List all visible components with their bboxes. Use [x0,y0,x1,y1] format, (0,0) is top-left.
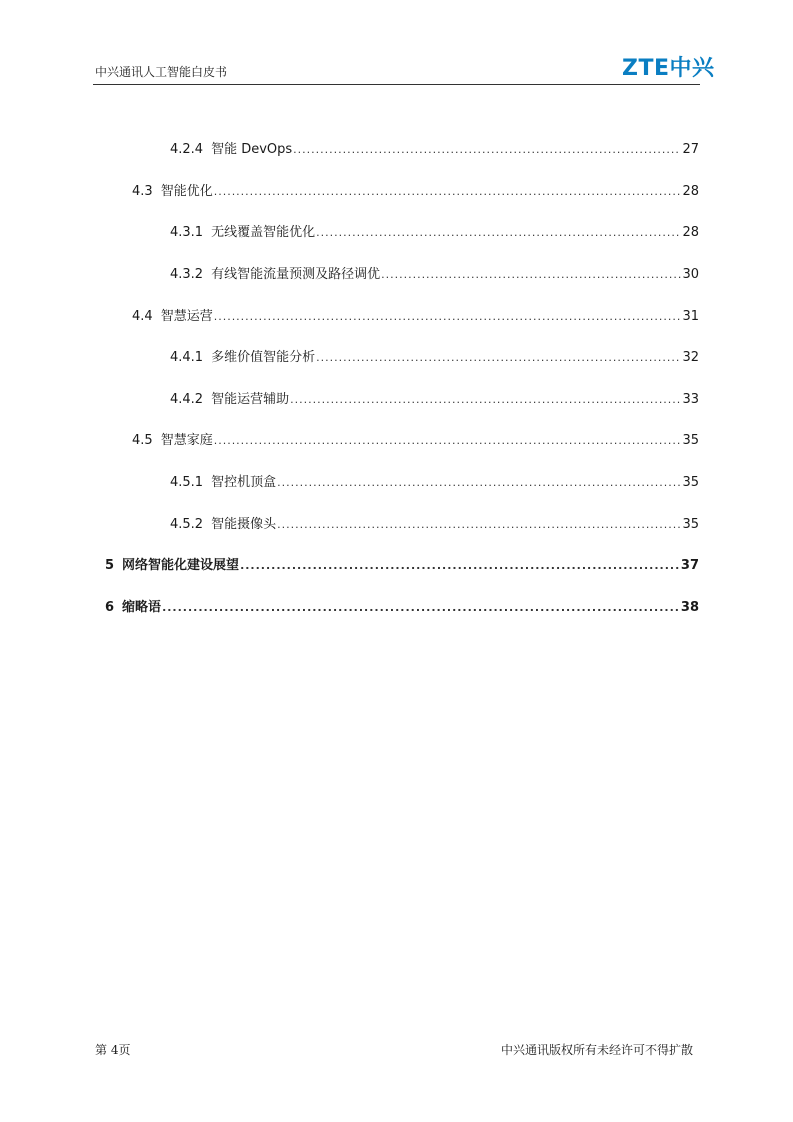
toc-entry-4-3-1[interactable] [170,221,699,239]
toc-page: 32 [682,350,699,365]
toc-number: 4.4.2 [170,392,204,407]
toc-leader [293,143,681,156]
toc-page: 35 [682,433,699,448]
toc-number: 4.4.1 [170,350,204,365]
toc-leader [316,351,681,364]
toc-page: 28 [682,225,699,240]
toc-entry-6[interactable] [105,596,699,614]
toc-page: 35 [682,517,699,532]
toc-title: 网络智能化建设展望 [122,558,240,573]
toc-title: 智能运营辅助 [211,392,290,407]
toc-page: 35 [682,475,699,490]
toc-entry-4-5[interactable] [132,429,699,447]
toc-title: 无线覆盖智能优化 [211,225,316,240]
toc-title: 多维价值智能分析 [211,350,316,365]
toc-page: 30 [682,267,699,282]
toc-entry-4-4-1[interactable] [170,346,699,364]
toc-number: 4.5 [132,433,153,448]
toc-title: 有线智能流量预测及路径调优 [211,267,381,282]
toc-title: 智控机顶盒 [211,475,277,490]
toc-page: 33 [682,392,699,407]
toc-title: 缩略语 [122,600,162,615]
toc-number: 6 [105,600,115,615]
toc-title: 智慧家庭 [160,433,213,448]
toc-leader [277,518,681,531]
toc-entry-4-5-1[interactable] [170,471,699,489]
toc-leader [214,434,682,447]
toc-entry-4-3[interactable] [132,180,699,198]
toc-number: 4.3.2 [170,267,204,282]
toc-page: 38 [680,600,699,615]
toc-number: 4.2.4 [170,142,204,157]
toc-leader [214,185,682,198]
toc-entry-4-2-4[interactable] [170,138,699,156]
toc-entry-4-5-2[interactable] [170,513,699,531]
toc-title: 智能 DevOps [211,142,293,157]
page-number: 第 4页 [95,1043,131,1057]
toc-page: 27 [682,142,699,157]
toc-leader [290,393,681,406]
toc-page: 37 [680,558,699,573]
toc-entry-4-4-2[interactable] [170,388,699,406]
copyright-notice: 中兴通讯版权所有未经许可不得扩散 [500,1043,693,1057]
toc-entry-5[interactable] [105,554,699,572]
toc-title: 智能优化 [160,184,213,199]
toc-number: 4.5.2 [170,517,204,532]
zte-logo [622,53,715,79]
toc-title: 智能摄像头 [211,517,277,532]
toc-number: 4.5.1 [170,475,204,490]
toc-title: 智慧运营 [160,309,213,324]
toc-leader [240,559,680,572]
header-divider [93,84,700,85]
toc-leader [316,226,681,239]
toc-number: 4.4 [132,309,153,324]
toc-number: 4.3 [132,184,153,199]
toc-page: 28 [682,184,699,199]
toc-page: 31 [682,309,699,324]
toc-leader [162,601,680,614]
toc-leader [214,310,682,323]
toc-number: 5 [105,558,115,573]
toc-entry-4-4[interactable] [132,305,699,323]
toc-number: 4.3.1 [170,225,204,240]
toc-leader [277,476,681,489]
toc-leader [381,268,681,281]
toc-entry-4-3-2[interactable] [170,263,699,281]
logo-text: ZTE中兴 [622,55,715,81]
document-title: 中兴通讯人工智能白皮书 [95,65,228,79]
